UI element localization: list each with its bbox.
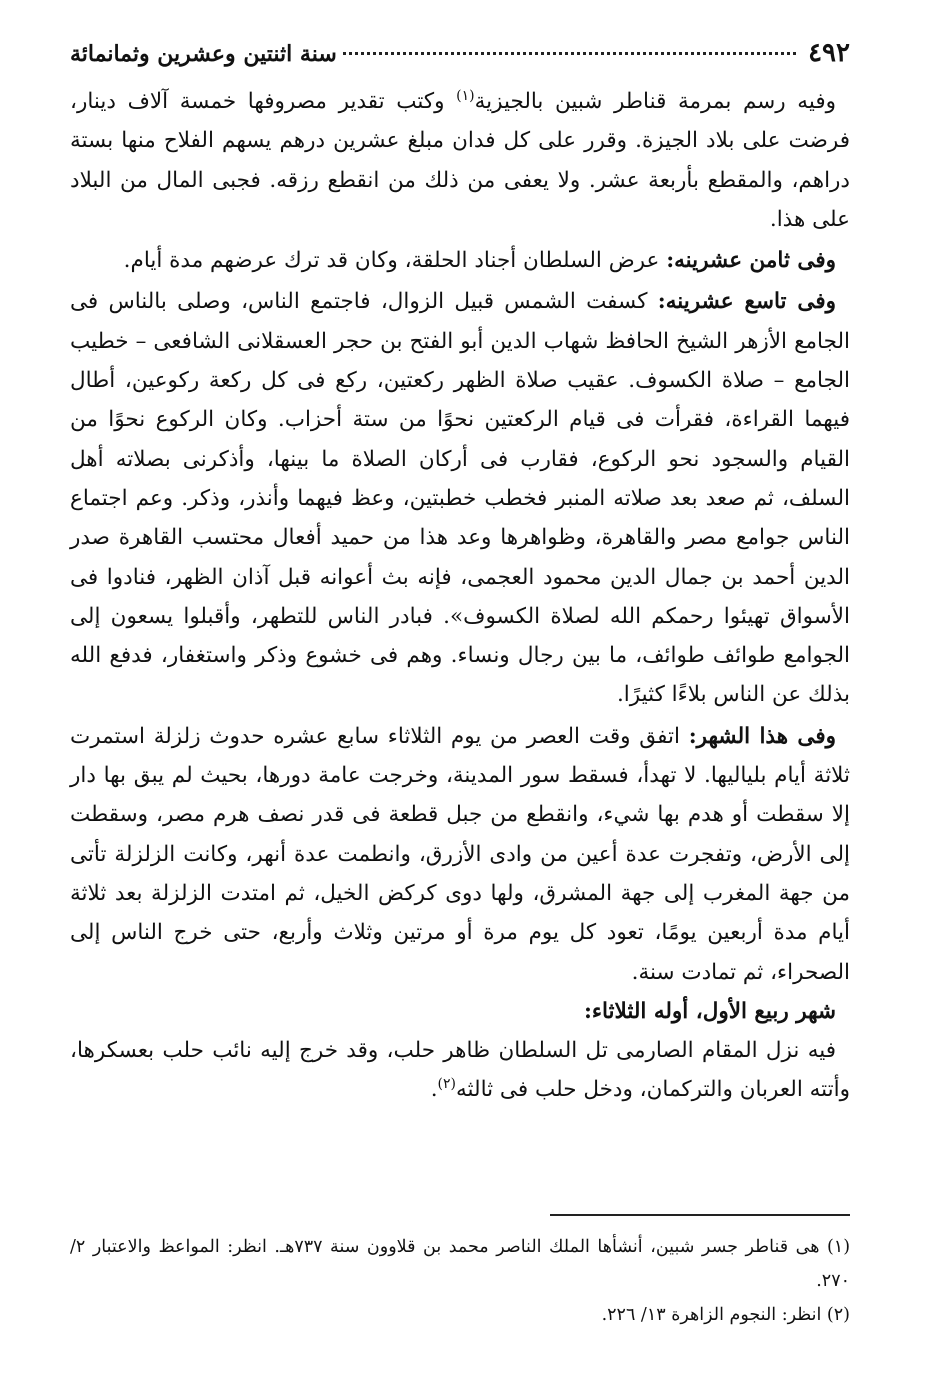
header-dotted-leader <box>343 52 796 55</box>
paragraph-4-lead: وفى هذا الشهر: <box>688 723 836 749</box>
footnotes <box>70 1230 850 1332</box>
footnote-2: (٢) انظر: النجوم الزاهرة ١٣/ ٢٢٦. <box>601 1305 850 1325</box>
footnote-1: (١) هى قناطر جسر شبين، أنشأها الملك الناصر محمد بن قلاوون سنة ٧٣٧هـ. انظر: المواعظ والاعتبار ٢/ ٢٧٠. <box>70 1237 851 1291</box>
paragraph-4 <box>70 717 850 992</box>
paragraph-1 <box>70 82 850 239</box>
paragraph-4-text: اتفق وقت العصر من يوم الثلاثاء سابع عشره حدوث زلزلة استمرت ثلاثة أيام بلياليها. لا تهدأ، فسقط سور المدينة، وخرجت عامة دورها، بحيث لم يبق بها دار إلا سقطت أو هدم بها شيء، وانقطع من جبل قطعة فى قدر نصف هرم مصر، وسقطت إلى الأرض، وتفجرت عدة أعين من وادى الأزرق، وانطمت عدة أنهر، وكانت الزلزلة تأتى من جهة المغرب إلى جهة المشرق، ولها دوى كركض الخيل، ثم امتدت الزلزلة بعد ثلاثة أيام مدة أربعين يومًا، تعود كل يوم مرة أو مرتين وثلاث وأربع، حتى خرج الناس إلى الصحراء، ثم تمادت سنة. <box>70 723 850 985</box>
footnote-ref-1: (١) <box>456 87 475 104</box>
paragraph-2 <box>70 241 850 280</box>
footnote-separator <box>550 1214 850 1216</box>
month-heading: شهر ربيع الأول، أوله الثلاثاء: <box>583 998 836 1024</box>
running-title: سنة اثنتين وعشرين وثمانمائة <box>70 41 337 67</box>
main-text <box>70 82 850 1110</box>
paragraph-5 <box>70 1031 850 1110</box>
paragraph-5-text-start: فيه نزل المقام الصارمى تل السلطان ظاهر حلب، وقد خرج إليه نائب حلب بعسكرها، وأتته العربان والتركمان، ودخل حلب فى ثالثه <box>70 1038 850 1103</box>
paragraph-2-lead: وفى ثامن عشرينه: <box>666 248 836 274</box>
paragraph-2-text: عرض السلطان أجناد الحلقة، وكان قد ترك عرضهم مدة أيام. <box>123 248 667 274</box>
page-number: ٤٩٢ <box>808 38 850 68</box>
paragraph-5-text-end: . <box>430 1077 438 1103</box>
paragraph-1-text-start: وفيه رسم بمرمة قناطر شبين بالجيزية <box>474 89 836 114</box>
paragraph-3 <box>70 282 850 714</box>
paragraph-3-lead: وفى تاسع عشرينه: <box>657 289 837 315</box>
page-header <box>70 38 850 82</box>
footnote-ref-2: (٢) <box>437 1076 456 1093</box>
paragraph-3-text: كسفت الشمس قبيل الزوال، فاجتمع الناس، وصلى بالناس فى الجامع الأزهر الشيخ الحافظ شهاب الدين أبو الفتح بن حجر العسقلانى الشافعى – خطيب الجامع – صلاة الكسوف. عقيب صلاة الظهر ركعتين، ركع فى كل ركعة ركوعين، أطال فيهما القراءة، فقرأت فى قيام الركعتين نحوًا من ستة أحزاب. وكان الركوع نحوًا من القيام والسجود نحو الركوع، فقارب فى أركان الصلاة ما بينها، وأذكرنى بصلاته أهل السلف، ثم صعد بعد صلاته المنبر فخطب خطبتين، وعظ فيهما وأنذر، وذكر. وعم اجتماع الناس جوامع مصر والقاهرة، وظواهرها وعد هذا من حميد أفعال محتسب القاهرة صدر الدين أحمد بن جمال الدين محمود العجمى، فإنه بث أعوانه قبل آذان الظهر، فنادوا فى الأسواق تهيئوا رحمكم الله لصلاة الكسوف». فبادر الناس للتطهر، وأقبلوا يسعون إلى الجوامع طوائف طوائف، ما بين رجال ونساء. وهم فى خشوع وذكر واستغفار، فدفع الله بذلك عن الناس بلاءًا كثيرًا. <box>70 289 850 708</box>
book-page <box>70 38 850 1358</box>
paragraph-1-text-end: وكتب تقدير مصروفها خمسة آلاف دينار، فرضت على بلاد الجيزة. وقرر على كل فدان مبلغ عشرين درهم يسهم الفلاح منها بستة دراهم، والمقطع بأربعة عشر. ولا يعفى من ذلك من انقطع رزقه. فجبى المال من البلاد على هذا. <box>70 89 850 232</box>
